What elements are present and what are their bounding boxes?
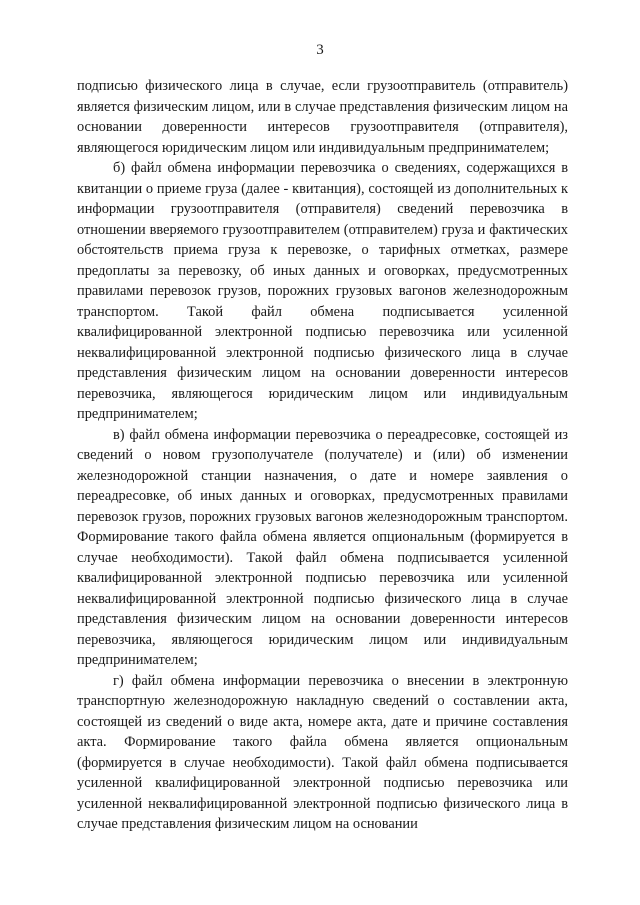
paragraph-item-g: г) файл обмена информации перевозчика о внесении в электронную транспортную железнодорожную накладную сведений о составлении акта, состоящей из сведений о виде акта, номере акта, дате и причине составления акта. Формирование такого файла обмена является опциональным (формируется в случае необходимости). Такой файл обмена подписывается усиленной квалифицированной электронной подписью перевозчика или усиленной неквалифицированной электронной подписью физического лица в случае представления физическим лицом на основании [77, 672, 568, 832]
document-body [77, 76, 568, 835]
paragraph-item-b: б) файл обмена информации перевозчика о сведениях, содержащихся в квитанции о приеме груза (далее - квитанция), состоящей из дополнительных к информации грузоотправителя (отправителя) сведений перевозчика в отношении вверяемого грузоотправителем (отправителем) груза и фактических обстоятельств приема груза к перевозке, о тарифных отметках, размере предоплаты за перевозку, об иных данных и оговорках, предусмотренных правилами перевозок грузов, порожних грузовых вагонов железнодорожным транспортом. Такой файл обмена подписывается усиленной квалифицированной электронной подписью перевозчика или усиленной неквалифицированной электронной подписью физического лица в случае представления физическим лицом на основании доверенности интересов перевозчика, являющегося юридическим лицом или индивидуальным предпринимателем; [77, 160, 568, 422]
paragraph-item-v: в) файл обмена информации перевозчика о переадресовке, состоящей из сведений о новом грузополучателе (получателе) и (или) об изменении железнодорожной станции назначения, о дате и номере заявления о переадресовке, об иных данных и оговорках, предусмотренных правилами перевозок грузов, порожних грузовых вагонов железнодорожным транспортом. Формирование такого файла обмена является опциональным (формируется в случае необходимости). Такой файл обмена подписывается усиленной квалифицированной электронной подписью перевозчика или усиленной неквалифицированной электронной подписью физического лица в случае представления физическим лицом на основании доверенности интересов перевозчика, являющегося юридическим лицом или индивидуальным предпринимателем; [77, 426, 568, 668]
paragraph-continuation: подписью физического лица в случае, если грузоотправитель (отправитель) является физическим лицом, или в случае представления физическим лицом на основании доверенности интересов грузоотправителя (отправителя), являющегося юридическим лицом или индивидуальным предпринимателем; [77, 78, 568, 156]
page-number: 3 [316, 42, 324, 58]
